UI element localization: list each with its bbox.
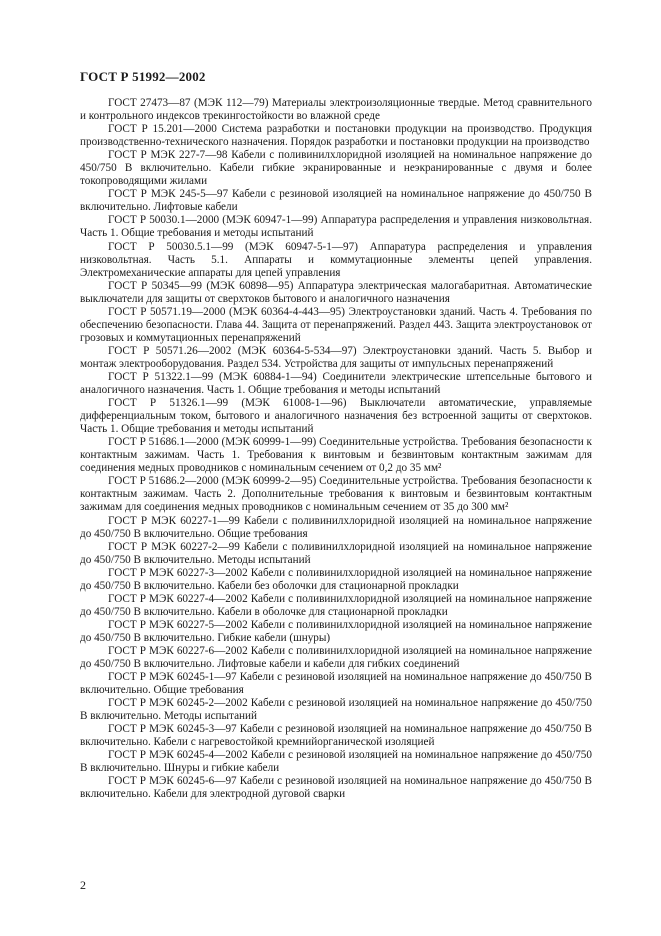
reference-paragraph: ГОСТ Р 50345—99 (МЭК 60898—95) Аппаратура электрическая малогабаритная. Автоматические выключатели для защиты от сверхтоков бытового и аналогичного назначения [80,279,592,305]
references-list [80,97,592,802]
reference-paragraph: ГОСТ Р МЭК 60245-1—97 Кабели с резиновой изоляцией на номинальное напряжение до 450/750 В включительно. Общие требования [80,671,592,697]
reference-paragraph: ГОСТ Р 15.201—2000 Система разработки и постановки продукции на производство. Продукция производственно-технического назначения. Порядок разработки и постановки продукции на производство [80,123,592,149]
reference-paragraph: ГОСТ Р МЭК 60227-6—2002 Кабели с поливинилхлоридной изоляцией на номинальное напряжение до 450/750 В включительно. Лифтовые кабели и кабели для гибких соединений [80,644,592,671]
reference-paragraph: ГОСТ 27473—87 (МЭК 112—79) Материалы электроизоляционные твердые. Метод сравнительного и контрольного индексов трекингостойкости во влажной среде [80,97,592,123]
reference-paragraph: ГОСТ Р МЭК 60227-4—2002 Кабели с поливинилхлоридной изоляцией на номинальное напряжение до 450/750 В включительно. Кабели в оболочке для стационарной прокладки [80,592,592,618]
reference-paragraph: ГОСТ Р МЭК 227-7—98 Кабели с поливинилхлоридной изоляцией на номинальное напряжение до 450/750 В включительно. Кабели гибкие экранированные и неэкранированные с двумя и более токопроводящими жилами [80,149,592,188]
reference-paragraph: ГОСТ Р МЭК 60227-1—99 Кабели с поливинилхлоридной изоляцией на номинальное напряжение до 450/750 В включительно. Общие требования [80,514,592,540]
reference-paragraph: ГОСТ Р 50030.5.1—99 (МЭК 60947-5-1—97) Аппаратура распределения и управления низковольтная. Часть 5.1. Аппараты и коммутационные элементы цепей управления. Электромеханические аппараты для цепей управления [80,240,592,279]
reference-paragraph: ГОСТ Р МЭК 60227-2—99 Кабели с поливинилхлоридной изоляцией на номинальное напряжение до 450/750 В включительно. Методы испытаний [80,540,592,566]
reference-paragraph: ГОСТ Р 50571.26—2002 (МЭК 60364-5-534—97) Электроустановки зданий. Часть 5. Выбор и монтаж электрооборудования. Раздел 534. Устройства для защиты от импульсных перенапряжений [80,344,592,370]
reference-paragraph: ГОСТ Р 51686.2—2000 (МЭК 60999-2—95) Соединительные устройства. Требования безопасности к контактным зажимам. Часть 2. Дополнительные требования к винтовым и безвинтовым контактным зажимам для соединения медных проводников с номинальным сечением от 35 до 300 мм² [80,475,592,514]
document-header: ГОСТ Р 51992—2002 [80,69,206,84]
reference-paragraph: ГОСТ Р 50571.19—2000 (МЭК 60364-4-443—95) Электроустановки зданий. Часть 4. Требования по обеспечению безопасности. Глава 44. Защита от перенапряжений. Раздел 443. Защита электроустановок от грозовых и коммутационных перенапряжений [80,305,592,344]
reference-paragraph: ГОСТ Р 51322.1—99 (МЭК 60884-1—94) Соединители электрические штепсельные бытового и аналогичного назначения. Часть 1. Общие требования и методы испытаний [80,370,592,397]
reference-paragraph: ГОСТ Р 51686.1—2000 (МЭК 60999-1—99) Соединительные устройства. Требования безопасности к контактным зажимам. Часть 1. Требования к винтовым и безвинтовым контактным зажимам для соединения медных проводников с номинальным сечением от 0,2 до 35 мм² [80,436,592,475]
reference-paragraph: ГОСТ Р 50030.1—2000 (МЭК 60947-1—99) Аппаратура распределения и управления низковольтная. Часть 1. Общие требования и методы испытаний [80,214,592,240]
reference-paragraph: ГОСТ Р МЭК 60245-2—2002 Кабели с резиновой изоляцией на номинальное напряжение до 450/750 В включительно. Методы испытаний [80,697,592,723]
reference-paragraph: ГОСТ Р МЭК 245-5—97 Кабели с резиновой изоляцией на номинальное напряжение до 450/750 В включительно. Лифтовые кабели [80,188,592,214]
reference-paragraph: ГОСТ Р МЭК 60227-3—2002 Кабели с поливинилхлоридной изоляцией на номинальное напряжение до 450/750 В включительно. Кабели без оболочки для стационарной прокладки [80,566,592,592]
reference-paragraph: ГОСТ Р МЭК 60245-4—2002 Кабели с резиновой изоляцией на номинальное напряжение до 450/750 В включительно. Шнуры и гибкие кабели [80,749,592,775]
reference-paragraph: ГОСТ Р МЭК 60245-3—97 Кабели с резиновой изоляцией на номинальное напряжение до 450/750 В включительно. Кабели с нагревостойкой кремнийорганической изоляцией [80,723,592,749]
reference-paragraph: ГОСТ Р МЭК 60227-5—2002 Кабели с поливинилхлоридной изоляцией на номинальное напряжение до 450/750 В включительно. Гибкие кабели (шнуры) [80,618,592,644]
page-number: 2 [80,878,86,892]
reference-paragraph: ГОСТ Р МЭК 60245-6—97 Кабели с резиновой изоляцией на номинальное напряжение до 450/750 В включительно. Кабели для электродной дуговой сварки [80,775,592,801]
reference-paragraph: ГОСТ Р 51326.1—99 (МЭК 61008-1—96) Выключатели автоматические, управляемые дифференциальным током, бытового и аналогичного назначения без встроенной защиты от сверхтоков. Часть 1. Общие требования и методы испытаний [80,397,592,436]
